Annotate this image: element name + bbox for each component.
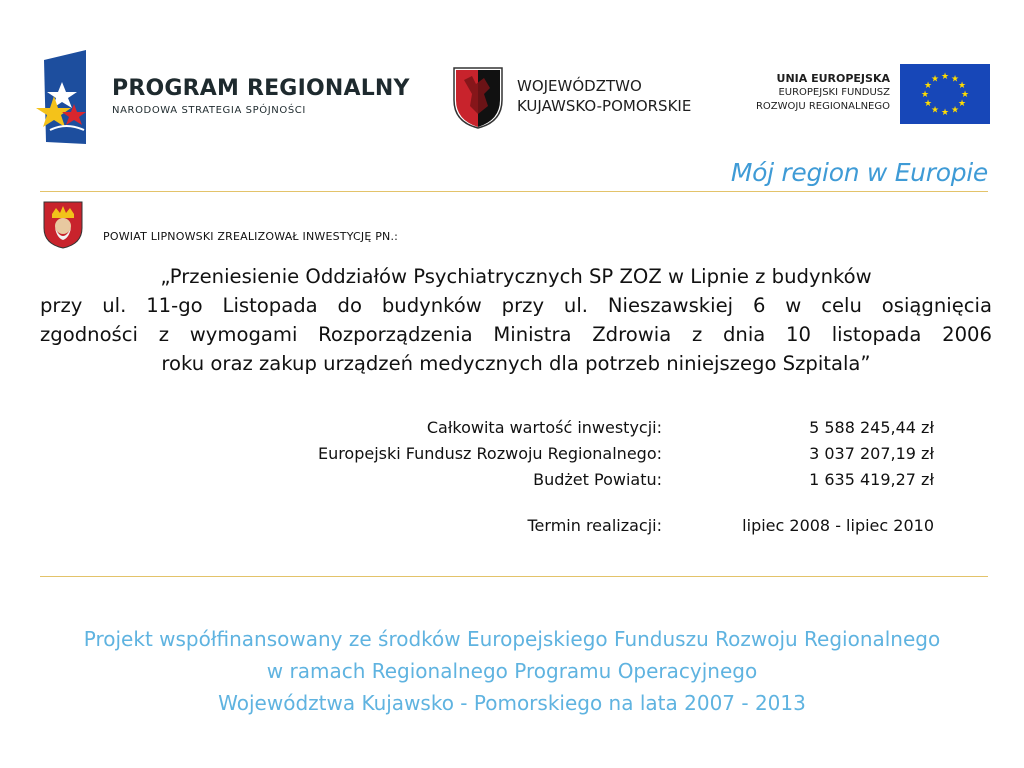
quote-line: zgodności z wymogami Rozporządzenia Ministra Zdrowia z dnia 10 listopada 2006 bbox=[40, 323, 992, 346]
powiat-crest-icon bbox=[42, 200, 84, 250]
divider-bottom bbox=[40, 576, 988, 577]
footer-line: Projekt współfinansowany ze środków Europejskiego Funduszu Rozwoju Regionalnego bbox=[83, 627, 941, 651]
figure-label: Europejski Fundusz Rozwoju Regionalnego: bbox=[317, 444, 662, 463]
griffin-crest-icon bbox=[450, 64, 506, 130]
svg-text:★: ★ bbox=[923, 99, 933, 109]
figure-value: 1 635 419,27 zł bbox=[809, 470, 934, 489]
svg-text:★: ★ bbox=[950, 74, 960, 85]
quote-line: przy ul. 11-go Listopada do budynków przy ul. Nieszawskiej 6 w celu osiągnięcia bbox=[40, 294, 992, 317]
quote-line: „Przeniesienie Oddziałów Psychiatrycznych SP ZOZ w Lipnie z budynków bbox=[160, 265, 872, 288]
figure-row-efrr bbox=[200, 444, 940, 470]
divider-top bbox=[40, 191, 988, 192]
program-regionalny-logo bbox=[36, 46, 410, 146]
svg-text:★: ★ bbox=[920, 90, 930, 100]
svg-text:★: ★ bbox=[957, 99, 967, 109]
term-label: Termin realizacji: bbox=[527, 516, 662, 535]
voivodeship-name-line1: WOJEWÓDZTWO bbox=[517, 77, 642, 95]
eu-fund-line1: EUROPEJSKI FUNDUSZ bbox=[778, 87, 890, 98]
term-value: lipiec 2008 - lipiec 2010 bbox=[742, 516, 934, 535]
investment-figures bbox=[200, 418, 940, 542]
program-title: PROGRAM REGIONALNY bbox=[112, 76, 410, 101]
figure-row-term bbox=[200, 516, 940, 542]
eu-fund-line2: ROZWOJU REGIONALNEGO bbox=[755, 101, 890, 112]
footer-line: Województwa Kujawsko - Pomorskiego na lata 2007 - 2013 bbox=[218, 691, 806, 715]
voivodeship-logo bbox=[450, 62, 710, 132]
eu-logo bbox=[740, 64, 990, 126]
quote-line: roku oraz zakup urządzeń medycznych dla potrzeb niniejszego Szpitala” bbox=[161, 352, 871, 375]
svg-text:★: ★ bbox=[940, 108, 950, 118]
svg-text:★: ★ bbox=[950, 105, 960, 116]
powiat-statement: POWIAT LIPNOWSKI ZREALIZOWAŁ INWESTYCJĘ PN.: bbox=[103, 230, 399, 243]
svg-text:★: ★ bbox=[960, 90, 970, 100]
svg-text:★: ★ bbox=[930, 74, 940, 85]
motto: Mój region w Europie bbox=[730, 158, 988, 187]
footer-line: w ramach Regionalnego Programu Operacyjnego bbox=[266, 659, 758, 683]
svg-text:★: ★ bbox=[940, 72, 950, 82]
project-title-quote bbox=[40, 262, 992, 378]
eu-name: UNIA EUROPEJSKA bbox=[776, 72, 890, 85]
svg-text:★: ★ bbox=[930, 105, 940, 116]
figure-value: 5 588 245,44 zł bbox=[809, 418, 934, 437]
program-subtitle: NARODOWA STRATEGIA SPÓJNOŚCI bbox=[112, 105, 306, 116]
cofinancing-footer bbox=[0, 623, 1024, 719]
figure-value: 3 037 207,19 zł bbox=[809, 444, 934, 463]
svg-text:★: ★ bbox=[957, 81, 967, 91]
eu-flag-icon bbox=[900, 64, 990, 124]
figure-label: Całkowita wartość inwestycji: bbox=[426, 418, 662, 437]
voivodeship-name-line2: KUJAWSKO-POMORSKIE bbox=[517, 97, 692, 115]
figure-label: Budżet Powiatu: bbox=[533, 470, 662, 489]
nss-star-emblem-icon bbox=[36, 46, 96, 146]
figure-row-budget bbox=[200, 470, 940, 496]
svg-text:★: ★ bbox=[923, 81, 933, 91]
figure-row-total bbox=[200, 418, 940, 444]
